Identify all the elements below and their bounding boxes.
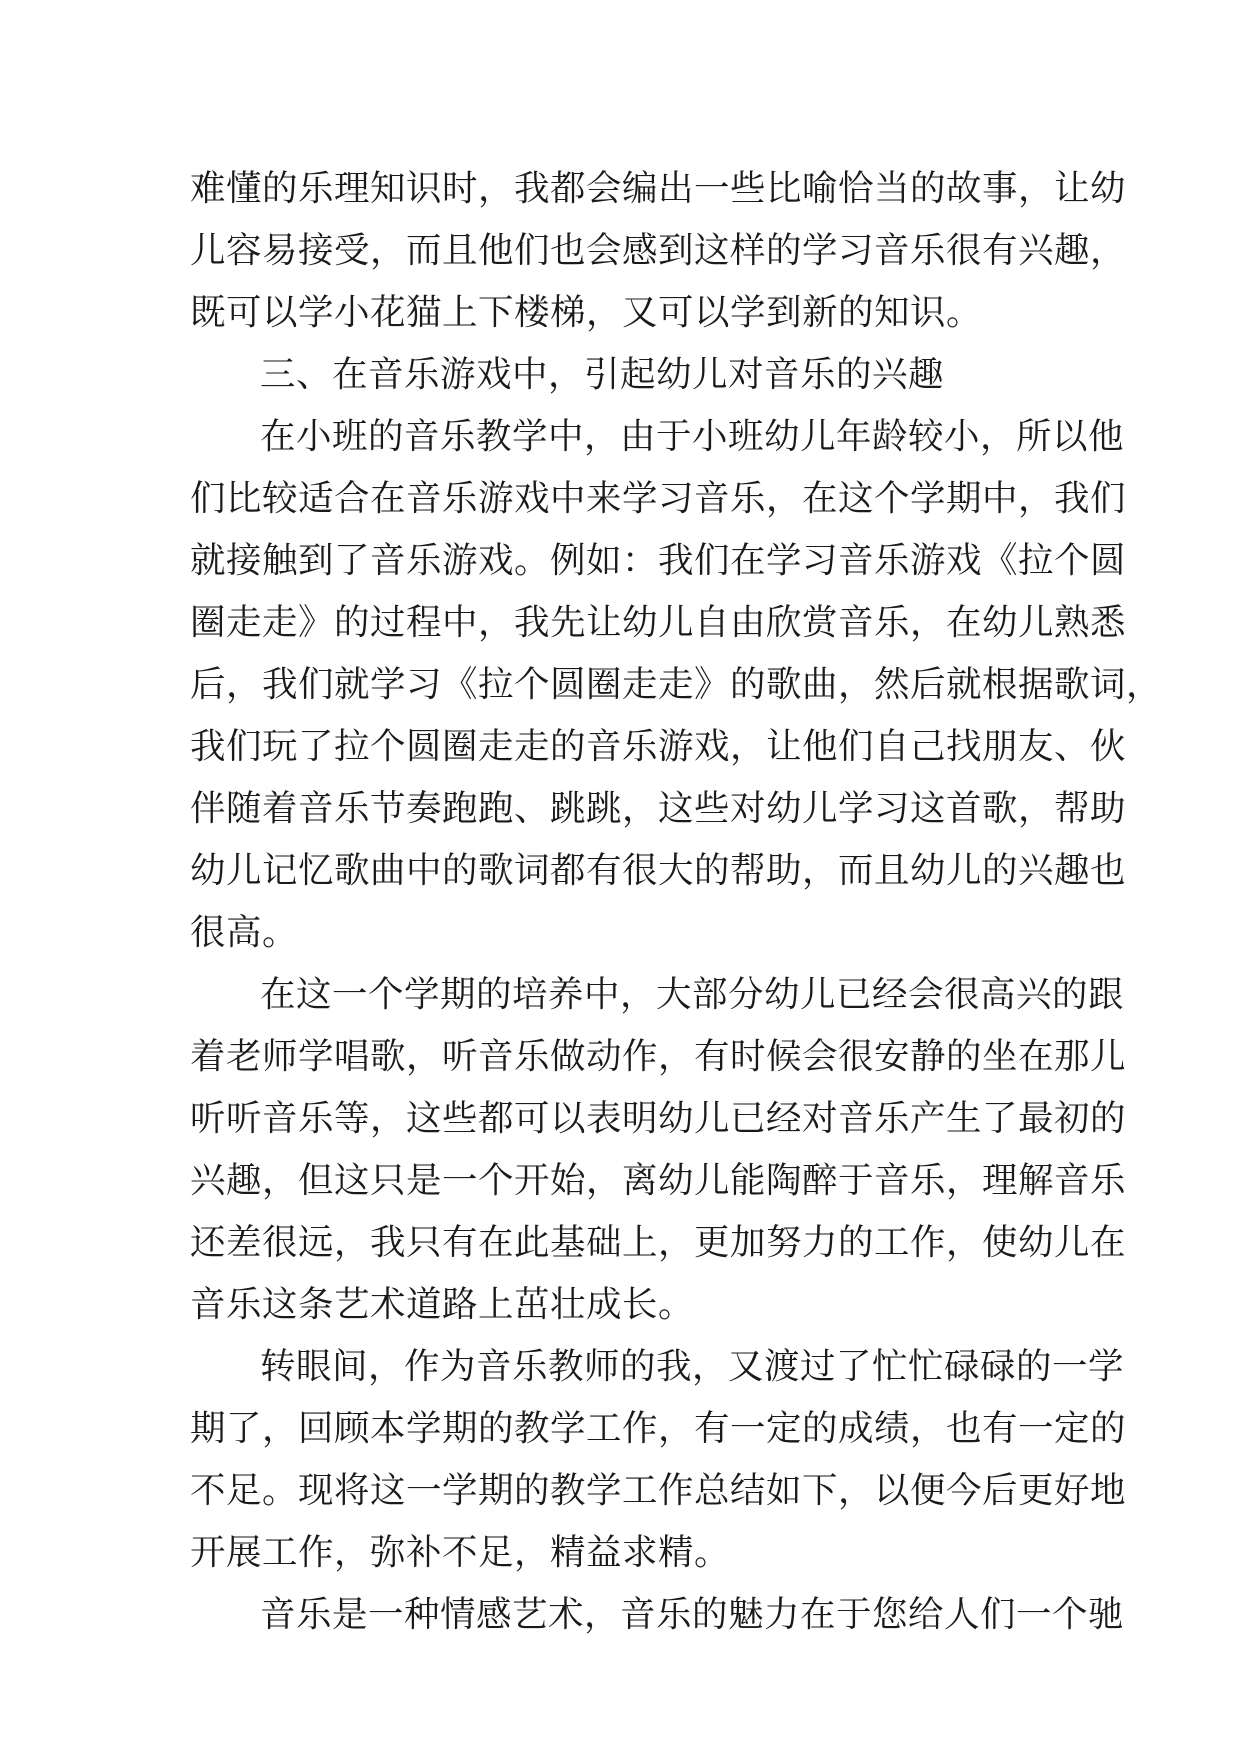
text-line: 难懂的乐理知识时，我都会编出一些比喻恰当的故事，让幼	[190, 168, 1127, 209]
text-line: 转眼间，作为音乐教师的我，又渡过了忙忙碌碌的一学	[260, 1346, 1125, 1387]
text-line: 圈走走》的过程中，我先让幼儿自由欣赏音乐，在幼儿熟悉	[190, 602, 1127, 643]
text-line: 儿容易接受，而且他们也会感到这样的学习音乐很有兴趣，	[190, 230, 1127, 271]
text-line: 还差很远，我只有在此基础上，更加努力的工作，使幼儿在	[190, 1222, 1127, 1263]
body-text	[190, 158, 1163, 1646]
text-line: 不足。现将这一学期的教学工作总结如下，以便今后更好地	[190, 1470, 1127, 1511]
text-line: 伴随着音乐节奏跑跑、跳跳，这些对幼儿学习这首歌，帮助	[190, 788, 1127, 829]
text-line: 音乐这条艺术道路上茁壮成长。	[190, 1284, 695, 1325]
text-line: 既可以学小花猫上下楼梯，又可以学到新的知识。	[190, 292, 983, 333]
text-line: 开展工作，弥补不足，精益求精。	[190, 1532, 731, 1573]
text-line: 听听音乐等，这些都可以表明幼儿已经对音乐产生了最初的	[190, 1098, 1127, 1139]
text-line: 兴趣，但这只是一个开始，离幼儿能陶醉于音乐，理解音乐	[190, 1160, 1127, 1201]
text-line: 着老师学唱歌，听音乐做动作，有时候会很安静的坐在那儿	[190, 1036, 1127, 1077]
text-line: 在小班的音乐教学中，由于小班幼儿年龄较小，所以他	[260, 416, 1125, 457]
text-line: 音乐是一种情感艺术，音乐的魅力在于您给人们一个驰	[260, 1594, 1125, 1635]
text-line: 很高。	[190, 912, 299, 953]
text-line: 就接触到了音乐游戏。例如：我们在学习音乐游戏《拉个圆	[190, 540, 1127, 581]
text-line: 在这一个学期的培养中，大部分幼儿已经会很高兴的跟	[260, 974, 1125, 1015]
text-line: 期了，回顾本学期的教学工作，有一定的成绩，也有一定的	[190, 1408, 1127, 1449]
text-line: 们比较适合在音乐游戏中来学习音乐，在这个学期中，我们	[190, 478, 1127, 519]
text-line: 后，我们就学习《拉个圆圈走走》的歌曲，然后就根据歌词，	[190, 664, 1163, 705]
section-heading: 三、在音乐游戏中，引起幼儿对音乐的兴趣	[260, 354, 945, 395]
text-line: 幼儿记忆歌曲中的歌词都有很大的帮助，而且幼儿的兴趣也	[190, 850, 1127, 891]
text-line: 我们玩了拉个圆圈走走的音乐游戏，让他们自己找朋友、伙	[190, 726, 1127, 767]
